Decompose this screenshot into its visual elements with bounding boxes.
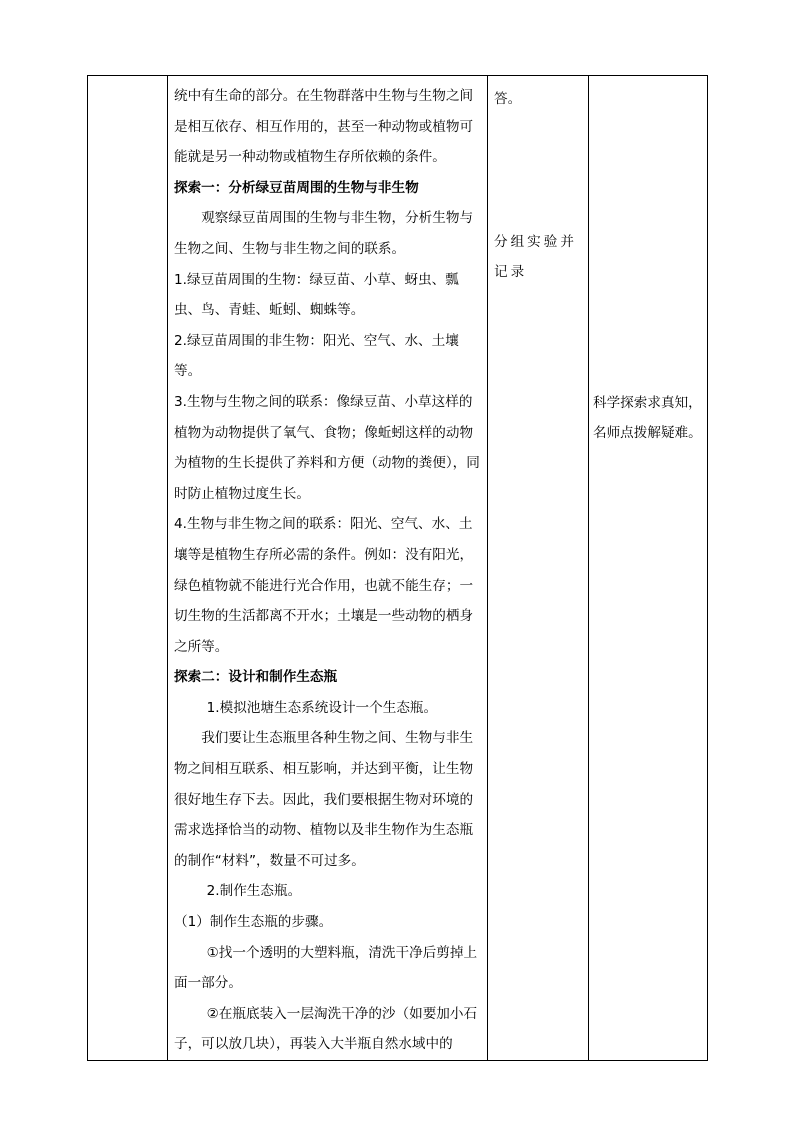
- lesson-plan-table: [87, 75, 708, 1061]
- design-intent-cell: [589, 76, 708, 1061]
- sub-step-heading: （1）制作生态瓶的步骤。: [174, 914, 333, 931]
- table-row: [88, 76, 708, 1061]
- design-intent-note: 科学探索求真知，名师点拨解疑难。: [593, 395, 702, 441]
- explore-one-description: 观察绿豆苗周围的生物与非生物，分析生物与生物之间、生物与非生物之间的联系。: [174, 210, 474, 257]
- list-item: 4.生物与非生物之间的联系：阳光、空气、水、土壤等是植物生存所必需的条件。例如：没有阳光，绿色植物就不能进行光合作用，也就不能生存；一切生物的生活都离不开水；土壤是一些动物的栖身之所等。: [174, 516, 474, 655]
- answer-text: 答。: [494, 91, 522, 107]
- sub-step-b: ②在瓶底装入一层淘洗干净的沙（如要加小石子，可以放几块），再装入大半瓶自然水域中的: [174, 1005, 478, 1053]
- intro-paragraph: 统中有生命的部分。在生物群落中生物与生物之间是相互依存、相互作用的，甚至一种动物或植物可能就是另一种动物或植物生存所依赖的条件。: [174, 88, 474, 166]
- teaching-content-cell: [168, 76, 488, 1061]
- explore-one-heading: 探索一：分析绿豆苗周围的生物与非生物: [174, 179, 419, 196]
- list-item: 2.绿豆苗周围的非生物：阳光、空气、水、土壤等。: [174, 332, 459, 380]
- list-item: 3.生物与生物之间的联系：像绿豆苗、小草这样的植物为动物提供了氧气、食物；像蚯蚓这样的动物为植物的生长提供了养料和方便（动物的粪便），同时防止植物过度生长。: [174, 393, 480, 502]
- sub-step-a: ①找一个透明的大塑料瓶，清洗干净后剪掉上面一部分。: [174, 944, 478, 992]
- explore-two-heading: 探索二：设计和制作生态瓶: [174, 669, 338, 686]
- step-one: 1.模拟池塘生态系统设计一个生态瓶。: [206, 699, 438, 716]
- step-two: 2.制作生态瓶。: [206, 883, 302, 900]
- step-one-description: 我们要让生态瓶里各种生物之间、生物与非生物之间相互联系、相互影响，并达到平衡，让生物很好地生存下去。因此，我们要根据生物对环境的需求选择恰当的动物、植物以及非生物作为生态瓶的制作“材料”，数量不可过多。: [174, 730, 474, 869]
- stage-cell: [88, 76, 168, 1061]
- list-item: 1.绿豆苗周围的生物：绿豆苗、小草、蚜虫、瓢虫、鸟、青蛙、蚯蚓、蜘蛛等。: [174, 271, 459, 319]
- group-experiment-note: 分组实验并记录: [494, 234, 577, 280]
- student-activity-cell: [488, 76, 589, 1061]
